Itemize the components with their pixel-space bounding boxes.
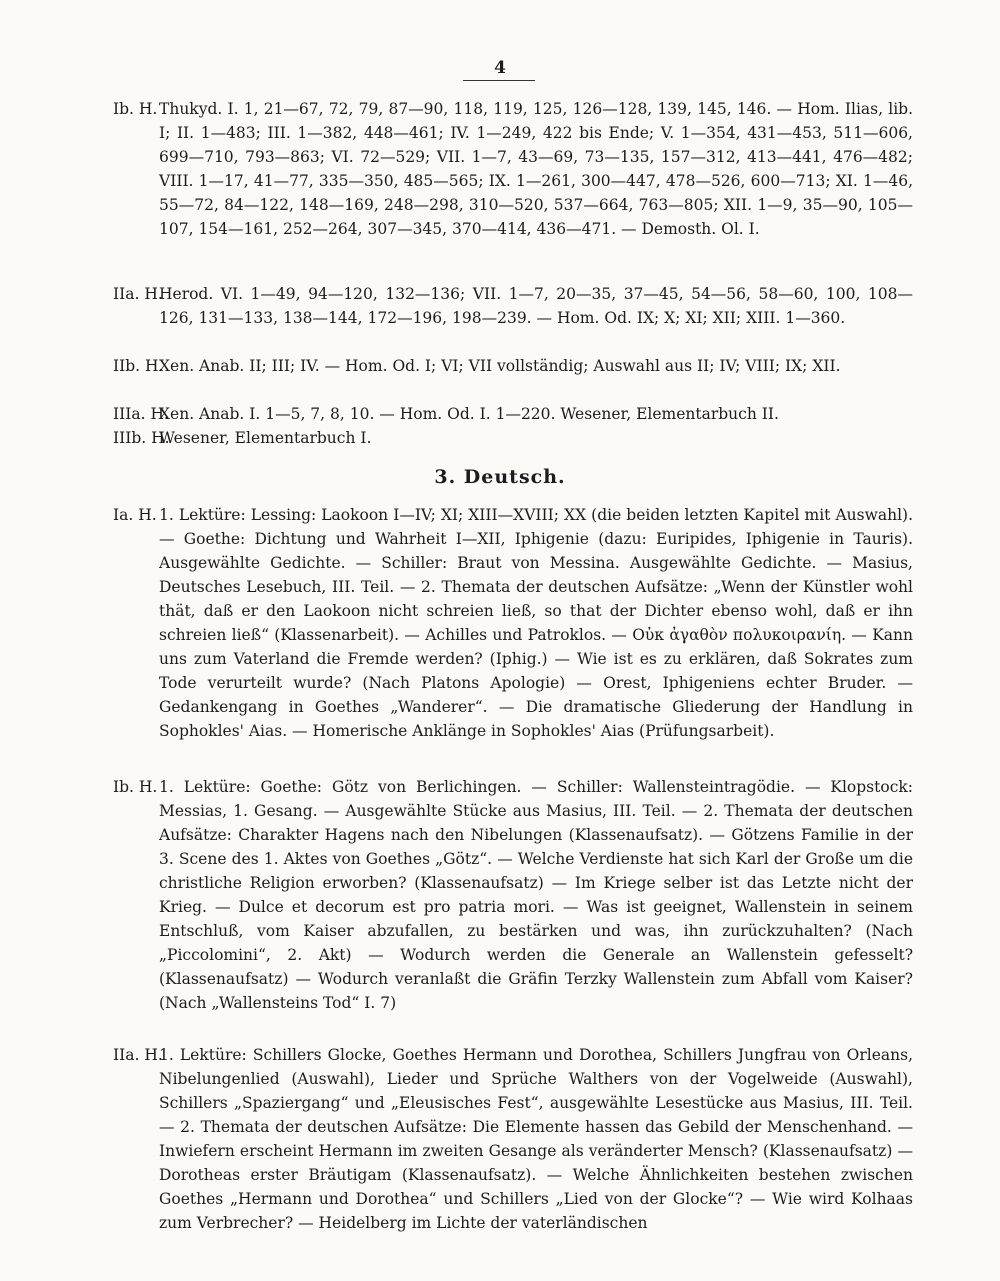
entry-text: Xen. Anab. I. 1—5, 7, 8, 10. — Hom. Od. I. 1—220. Wesener, Elementarbuch II. <box>159 405 779 423</box>
class-label: IIIa. H. <box>113 405 169 423</box>
entry-iia-deutsch <box>113 1043 913 1235</box>
class-label: Ib. H. <box>113 100 158 118</box>
entry-ib-greek <box>113 97 913 241</box>
entry-text: Thukyd. I. 1, 21—67, 72, 79, 87—90, 118, 119, 125, 126—128, 139, 145, 146. — Hom. Ilias, lib. I; II. 1—483; III. 1—382, 448—461; IV. 1—249, 422 bis Ende; V. 1—354, 431—453, 511—606, 699—710, 793—863; VI. 72—529; VII. 1—7, 43—69, 73—135, 157—312, 413—441, 476—482; VIII. 1—17, 41—77, 335—350, 485—565; IX. 1—261, 300—447, 478—526, 600—713; XI. 1—46, 55—72, 84—122, 148—169, 248—298, 310—520, 537—664, 763—805; XII. 1—9, 35—90, 105—107, 154—161, 252—264, 307—345, 370—414, 436—471. — Demosth. Ol. I. <box>159 100 913 238</box>
class-label: Ib. H. <box>113 778 158 796</box>
class-label: IIa. H. <box>113 1046 163 1064</box>
class-label: Ia. H. <box>113 506 157 524</box>
class-label: IIb. H. <box>113 357 164 375</box>
entry-ib-deutsch <box>113 775 913 1015</box>
page-number: 4 <box>494 58 506 78</box>
entry-text: Herod. VI. 1—49, 94—120, 132—136; VII. 1—7, 20—35, 37—45, 54—56, 58—60, 100, 108—126, 131—133, 138—144, 172—196, 198—239. — Hom. Od. IX; X; XI; XII; XIII. 1—360. <box>159 285 913 327</box>
entry-text: 1. Lektüre: Goethe: Götz von Berlichingen. — Schiller: Wallensteintragödie. — Klopstock: Messias, 1. Gesang. — Ausgewählte Stücke aus Masius, III. Teil. — 2. Themata der deutschen Aufsätze: Charakter Hagens nach den Nibelungen (Klassenaufsatz). — Götzens Familie in der 3. Scene des 1. Aktes von Goethes „Götz“. — Welche Verdienste hat sich Karl der Große um die christliche Religion erworben? (Klassenaufsatz) — Im Kriege selber ist das Letzte nicht der Krieg. — Dulce et decorum est pro patria mori. — Was ist geeignet, Wallenstein in seinem Entschluß, vom Kaiser abzufallen, zu bestärken und was, ihn zurückzuhalten? (Nach „Piccolomini“, 2. Akt) — Wodurch werden die Generale an Wallenstein gefesselt? (Klassenaufsatz) — Wodurch veranlaßt die Gräfin Terzky Wallenstein zum Abfall vom Kaiser? (Nach „Wallensteins Tod“ I. 7) <box>159 778 913 1012</box>
entry-ia-deutsch <box>113 503 913 743</box>
page-number-rule <box>463 80 535 81</box>
entry-iiib-greek <box>113 426 913 450</box>
section-heading: 3. Deutsch. <box>434 466 566 488</box>
entry-text: 1. Lektüre: Lessing: Laokoon I—IV; XI; XIII—XVIII; XX (die beiden letzten Kapitel mit Auswahl). — Goethe: Dichtung und Wahrheit I—XII, Iphigenie (dazu: Euripides, Iphigenie in Tauris). Ausgewählte Gedichte. — Schiller: Braut von Messina. Ausgewählte Gedichte. — Masius, Deutsches Lesebuch, III. Teil. — 2. Themata der deutschen Aufsätze: „Wenn der Künstler wohl thät, daß er den Laokoon nicht schreien ließ, so that der Dichter ebenso wohl, daß er ihn schreien ließ“ (Klassenarbeit). — Achilles und Patroklos. — Οὐκ ἀγαθὸν πολυκοιρανίη. — Kann uns zum Vaterland die Fremde werden? (Iphig.) — Wie ist es zu erklären, daß Sokrates zum Tode verurteilt wurde? (Nach Platons Apologie) — Orest, Iphigeniens echter Bruder. — Gedankengang in Goethes „Wanderer“. — Die dramatische Gliederung der Handlung in Sophokles' Aias. — Homerische Anklänge in Sophokles' Aias (Prüfungsarbeit). <box>159 506 913 740</box>
entry-text: Wesener, Elementarbuch I. <box>159 429 372 447</box>
entry-text: 1. Lektüre: Schillers Glocke, Goethes Hermann und Dorothea, Schillers Jungfrau von Orleans, Nibelungenlied (Auswahl), Lieder und Sprüche Walthers von der Vogelweide (Auswahl), Schillers „Spaziergang“ und „Eleusisches Fest“, ausgewählte Lesestücke aus Masius, III. Teil. — 2. Themata der deutschen Aufsätze: Die Elemente hassen das Gebild der Menschenhand. — Inwiefern erscheint Hermann im zweiten Gesange als veränderter Mensch? (Klassenaufsatz) — Dorotheas erster Bräutigam (Klassenaufsatz). — Welche Ähnlichkeiten bestehen zwischen Goethes „Hermann und Dorothea“ und Schillers „Lied von der Glocke“? — Wie wird Kolhaas zum Verbrecher? — Heidelberg im Lichte der vaterländischen <box>159 1046 913 1232</box>
entry-iia-greek <box>113 282 913 330</box>
class-label: IIIb. H. <box>113 429 170 447</box>
entry-text: Xen. Anab. II; III; IV. — Hom. Od. I; VI; VII vollständig; Auswahl aus II; IV; VIII; IX; XII. <box>159 357 841 375</box>
entry-iib-greek <box>113 354 913 378</box>
entry-iiia-greek <box>113 402 913 426</box>
class-label: IIa. H. <box>113 285 163 303</box>
